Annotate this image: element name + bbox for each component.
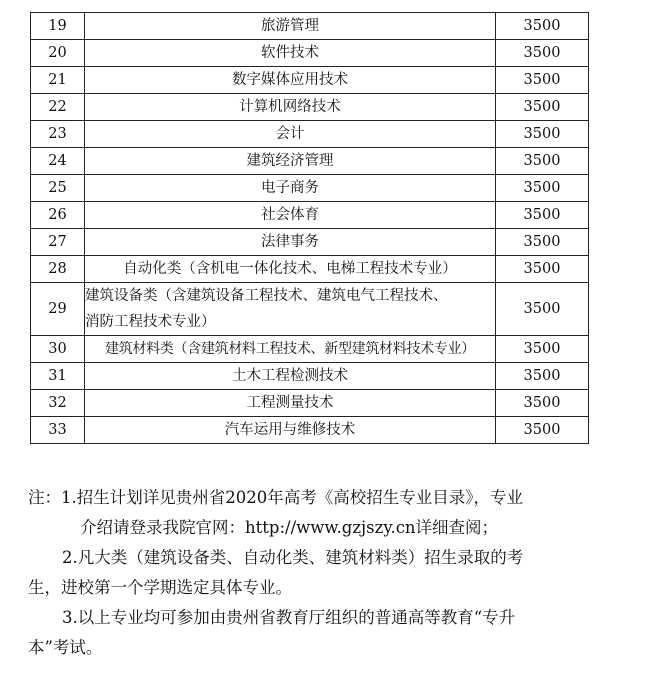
quota-value: 3500: [496, 417, 589, 444]
quota-value: 3500: [496, 336, 589, 363]
row-number: 30: [31, 336, 85, 363]
notes-section: [28, 483, 628, 663]
table-row: [31, 256, 589, 283]
table-row: [31, 417, 589, 444]
row-number: 33: [31, 417, 85, 444]
quota-value: 3500: [496, 256, 589, 283]
row-number: 19: [31, 13, 85, 40]
quota-value: 3500: [496, 175, 589, 202]
row-number: 20: [31, 40, 85, 67]
major-name: 软件技术: [85, 40, 496, 67]
quota-value: 3500: [496, 67, 589, 94]
note-1-line-2: 介绍请登录我院官网：http://www.gzjszy.cn详细查阅；: [80, 518, 499, 537]
row-number: 25: [31, 175, 85, 202]
row-number: 26: [31, 202, 85, 229]
row-number: 24: [31, 148, 85, 175]
quota-value: 3500: [496, 390, 589, 417]
major-name: 计算机网络技术: [85, 94, 496, 121]
major-name: 社会体育: [85, 202, 496, 229]
note-3-line-2: 本”考试。: [28, 638, 103, 657]
row-number: 28: [31, 256, 85, 283]
table-row: [31, 363, 589, 390]
major-name: [85, 283, 496, 336]
majors-table: [30, 12, 589, 444]
major-name-line-1: 建筑设备类（含建筑设备工程技术、建筑电气工程技术、: [85, 288, 448, 304]
row-number: 31: [31, 363, 85, 390]
table-row: [31, 229, 589, 256]
table-row: [31, 40, 589, 67]
major-name: 建筑材料类（含建筑材料工程技术、新型建筑材料技术专业）: [85, 336, 496, 363]
quota-value: 3500: [496, 94, 589, 121]
row-number: 32: [31, 390, 85, 417]
major-name: 法律事务: [85, 229, 496, 256]
row-number: 21: [31, 67, 85, 94]
table-row: [31, 13, 589, 40]
quota-value: 3500: [496, 148, 589, 175]
table-row: [31, 175, 589, 202]
table-row: [31, 121, 589, 148]
note-2-line-2: 生，进校第一个学期选定具体专业。: [28, 578, 292, 597]
major-name: 汽车运用与维修技术: [85, 417, 496, 444]
table-row: [31, 336, 589, 363]
note-1-line-1: 注：1.招生计划详见贵州省2020年高考《高校招生专业目录》，专业: [28, 488, 523, 507]
major-name: 建筑经济管理: [85, 148, 496, 175]
major-name: 工程测量技术: [85, 390, 496, 417]
major-name: 会计: [85, 121, 496, 148]
quota-value: 3500: [496, 40, 589, 67]
major-name-line-2: 消防工程技术专业）: [85, 314, 216, 330]
table-row: [31, 148, 589, 175]
table-row: [31, 94, 589, 121]
table-row: [31, 202, 589, 229]
quota-value: 3500: [496, 363, 589, 390]
row-number: 22: [31, 94, 85, 121]
row-number: 29: [31, 283, 85, 336]
major-name: 旅游管理: [85, 13, 496, 40]
note-2-line-1: 2.凡大类（建筑设备类、自动化类、建筑材料类）招生录取的考: [62, 548, 524, 567]
quota-value: 3500: [496, 121, 589, 148]
major-name: 土木工程检测技术: [85, 363, 496, 390]
major-name: 电子商务: [85, 175, 496, 202]
row-number: 27: [31, 229, 85, 256]
table-row: [31, 67, 589, 94]
row-number: 23: [31, 121, 85, 148]
quota-value: 3500: [496, 202, 589, 229]
major-name: 自动化类（含机电一体化技术、电梯工程技术专业）: [85, 256, 496, 283]
quota-value: 3500: [496, 13, 589, 40]
table-row: [31, 390, 589, 417]
quota-value: 3500: [496, 283, 589, 336]
major-name: 数字媒体应用技术: [85, 67, 496, 94]
note-3-line-1: 3.以上专业均可参加由贵州省教育厅组织的普通高等教育“专升: [62, 608, 516, 627]
table-row: [31, 283, 589, 336]
quota-value: 3500: [496, 229, 589, 256]
